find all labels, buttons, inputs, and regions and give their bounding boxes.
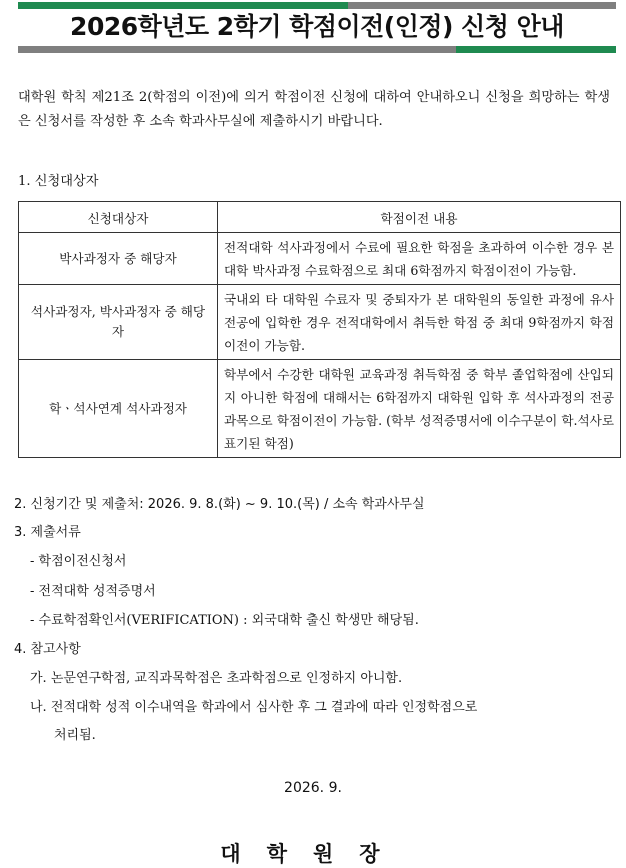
signer-name: 대학원장	[220, 842, 406, 866]
section1-heading: 1. 신청대상자	[18, 174, 99, 189]
title-bottom-bar-gray	[18, 46, 456, 53]
table-row	[19, 285, 621, 360]
title-top-bar	[18, 2, 616, 9]
table-row	[19, 360, 621, 458]
applicant-table	[18, 201, 621, 458]
title-top-bar-green	[18, 2, 348, 9]
title-bottom-bar	[18, 46, 616, 53]
title-bottom-bar-green	[456, 46, 616, 53]
section4-item: 나. 전적대학 성적 이수내역을 학과에서 심사한 후 그 결과에 따라 인정학점으로	[30, 700, 478, 715]
title-top-bar-gray	[348, 2, 616, 9]
table-cell-target: 석사과정자, 박사과정자 중 해당자	[19, 285, 218, 360]
section4-heading: 4. 참고사항	[14, 642, 81, 657]
table-row	[19, 233, 621, 285]
section4-item: 가. 논문연구학점, 교직과목학점은 초과학점으로 인정하지 아니함.	[30, 671, 403, 686]
table-cell-target: 박사과정자 중 해당자	[19, 233, 218, 285]
table-header-target: 신청대상자	[19, 202, 218, 233]
page-title: 2026학년도 2학기 학점이전(인정) 신청 안내	[70, 12, 564, 41]
section2-application-period: 2. 신청기간 및 제출처: 2026. 9. 8.(화) ~ 9. 10.(목) / 소속 학과사무실	[14, 497, 425, 512]
section3-item: - 전적대학 성적증명서	[30, 584, 156, 599]
section4-item-continued: 처리됨.	[54, 728, 96, 743]
table-header-row	[19, 202, 621, 233]
table-header-content: 학점이전 내용	[218, 202, 621, 233]
table-cell-target: 학ㆍ석사연계 석사과정자	[19, 360, 218, 458]
title-box	[18, 0, 616, 56]
section3-heading: 3. 제출서류	[14, 525, 81, 540]
intro-paragraph: 대학원 학칙 제21조 2(학점의 이전)에 의거 학점이전 신청에 대하여 안내하오니 신청을 희망하는 학생은 신청서를 작성한 후 소속 학과사무실에 제출하시기 바랍니다.	[18, 90, 610, 129]
section3-item: - 학점이전신청서	[30, 554, 127, 569]
table-cell-content: 국내외 타 대학원 수료자 및 중퇴자가 본 대학원의 동일한 과정에 유사전공에 입학한 경우 전적대학에서 취득한 학점 중 최대 9학점까지 학점이전이 가능함.	[218, 285, 621, 360]
table-cell-content: 학부에서 수강한 대학원 교육과정 취득학점 중 학부 졸업학점에 산입되지 아니한 학점에 대해서는 6학점까지 대학원 입학 후 석사과정의 전공과목으로 학점이전이 가능함. (학부 성적증명서에 이수구분이 학.석사로 표기된 학점)	[218, 360, 621, 458]
section3-item: - 수료학점확인서(VERIFICATION) : 외국대학 출신 학생만 해당됨.	[30, 613, 419, 628]
table-cell-content: 전적대학 석사과정에서 수료에 필요한 학점을 초과하여 이수한 경우 본 대학 박사과정 수료학점으로 최대 6학점까지 학점이전이 가능함.	[218, 233, 621, 285]
document-date: 2026. 9.	[284, 780, 342, 796]
